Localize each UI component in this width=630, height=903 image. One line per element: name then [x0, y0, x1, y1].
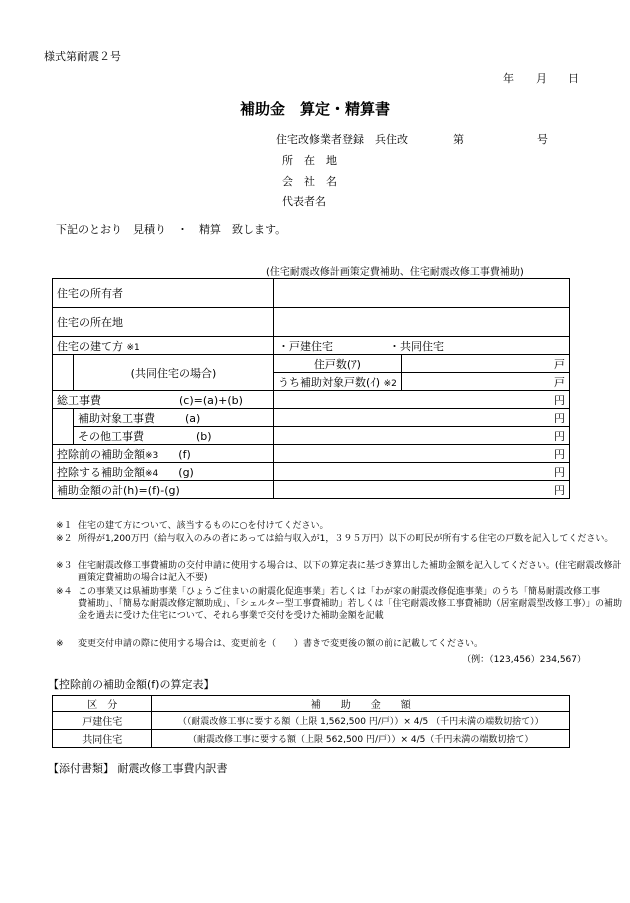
- units-value[interactable]: 戸: [401, 355, 569, 373]
- pre-deduct-value[interactable]: 円: [273, 445, 569, 463]
- reg-label: 住宅改修業者登録 兵住改: [276, 133, 408, 146]
- type-opt-detached[interactable]: ・戸建住宅: [277, 339, 333, 353]
- type-options[interactable]: [273, 337, 569, 355]
- deduct-label: 控除する補助金額: [57, 465, 145, 479]
- sum-label: 補助金額の計(h)=(f)-(g): [53, 481, 274, 499]
- eligible-cost-label: 補助対象工事費: [77, 411, 155, 425]
- main-table: [52, 278, 570, 499]
- note-5: ※ 変更交付申請の際に使用する場合は、変更前を（ ）書きで変更後の額の前に記載してください。: [56, 639, 484, 649]
- subsidy-units-cell: [273, 373, 401, 391]
- total-cost-cell: [53, 391, 274, 409]
- eligible-cost-cell: [73, 409, 273, 427]
- type-label: 住宅の建て方: [57, 339, 123, 353]
- attachments: 【添付書類】 耐震改修工事費内訳書: [48, 762, 228, 775]
- note-1: ※１ 住宅の建て方について、該当するものに○を付けてください。: [56, 521, 329, 531]
- total-cost-label: 総工事費: [57, 393, 101, 407]
- pre-deduct-mark: (f): [178, 447, 191, 461]
- other-cost-value[interactable]: 円: [273, 427, 569, 445]
- company-label: 会 社 名: [282, 175, 337, 188]
- deduct-mark: (g): [178, 465, 194, 479]
- pre-deduct-note: ※3: [145, 450, 159, 461]
- note-4: ※４ この事業又は県補助事業「ひょうご住まいの耐震化促進事業」若しくは「わが家の耐震改修促進事業」のうち「簡易耐震改修工事 費補助」、「簡易な耐震改修定額助成」、「シェルター型工事費補助」若しくは「住宅耐震改修工事費補助（居室耐震型改修工事）」の補助金を過去に受けた住宅について、それら事業で交付を受けた補助金額を記載: [56, 587, 628, 621]
- date-month: 月: [536, 72, 547, 85]
- other-cost-label: その他工事費: [77, 429, 144, 443]
- calc-r1-value: （（耐震改修工事に要する額（上限 1,562,500 円/戸））× 4/5 （千円未満の端数切捨て））: [152, 712, 570, 730]
- statement: 下記のとおり 見積り ・ 精算 致します。: [56, 223, 287, 236]
- other-mark: (b): [195, 429, 212, 443]
- total-cost-formula: (c)=(a)+(b): [179, 393, 243, 407]
- calc-table: [52, 695, 570, 748]
- location-value[interactable]: [273, 308, 569, 337]
- calc-header-amount: 補 助 金 額: [152, 696, 570, 712]
- units-label: 住戸数(ｱ): [273, 355, 401, 373]
- date-day: 日: [568, 72, 579, 85]
- eligible-cost-value[interactable]: 円: [273, 409, 569, 427]
- calc-r2-value: （耐震改修工事に要する額（上限 562,500 円/戸））× 4/5（千円未満の端数切捨て）: [152, 730, 570, 748]
- example: （例：（123,456）234,567）: [462, 655, 586, 665]
- page-title: 補助金 算定・精算書: [239, 100, 390, 118]
- owner-label: 住宅の所有者: [53, 279, 274, 308]
- pre-deduct-cell: [53, 445, 274, 463]
- subsidy-units-label: うち補助対象戸数(ｲ): [277, 375, 381, 389]
- address-label: 所 在 地: [282, 154, 337, 167]
- calc-header-category: 区 分: [53, 696, 152, 712]
- subsidy-units-note: ※2: [383, 378, 397, 389]
- deduct-note: ※4: [145, 468, 159, 479]
- sum-value[interactable]: 円: [273, 481, 569, 499]
- type-opt-apartment[interactable]: ・共同住宅: [388, 339, 444, 353]
- rep-label: 代表者名: [282, 195, 326, 208]
- deduct-cell: [53, 463, 274, 481]
- subsidy-units-value[interactable]: 戸: [401, 373, 569, 391]
- form-id: 様式第耐震２号: [44, 50, 121, 63]
- type-note: ※1: [126, 342, 140, 353]
- owner-value[interactable]: [273, 279, 569, 308]
- note-3: ※３ 住宅耐震改修工事費補助の交付申請に使用する場合は、以下の算定表に基づき算出した補助金額を記入してください。(住宅耐震改修計画策定費補助の場合は記入不要): [56, 561, 622, 583]
- eligible-mark: (a): [184, 411, 201, 425]
- pre-deduct-label: 控除前の補助金額: [57, 447, 145, 461]
- total-cost-value[interactable]: 円: [273, 391, 569, 409]
- other-cost-cell: [73, 427, 273, 445]
- reg-no-label: 第: [453, 133, 464, 146]
- location-label: 住宅の所在地: [53, 308, 274, 337]
- note-2: ※２ 所得が1,200万円（給与収入のみの者にあっては給与収入が1，３９５万円）以下の町民が所有する住宅の戸数を記入してください。: [56, 534, 614, 544]
- deduct-value[interactable]: 円: [273, 463, 569, 481]
- calc-r1-label: 戸建住宅: [53, 712, 152, 730]
- apt-case: (共同住宅の場合): [73, 355, 273, 391]
- reg-no-suffix: 号: [537, 133, 548, 146]
- date-year: 年: [503, 72, 514, 85]
- calc-r2-label: 共同住宅: [53, 730, 152, 748]
- type-label-cell: [53, 337, 274, 355]
- program-note: (住宅耐震改修計画策定費補助、住宅耐震改修工事費補助): [266, 267, 524, 278]
- calc-title: 【控除前の補助金額(f)の算定表】: [48, 678, 215, 691]
